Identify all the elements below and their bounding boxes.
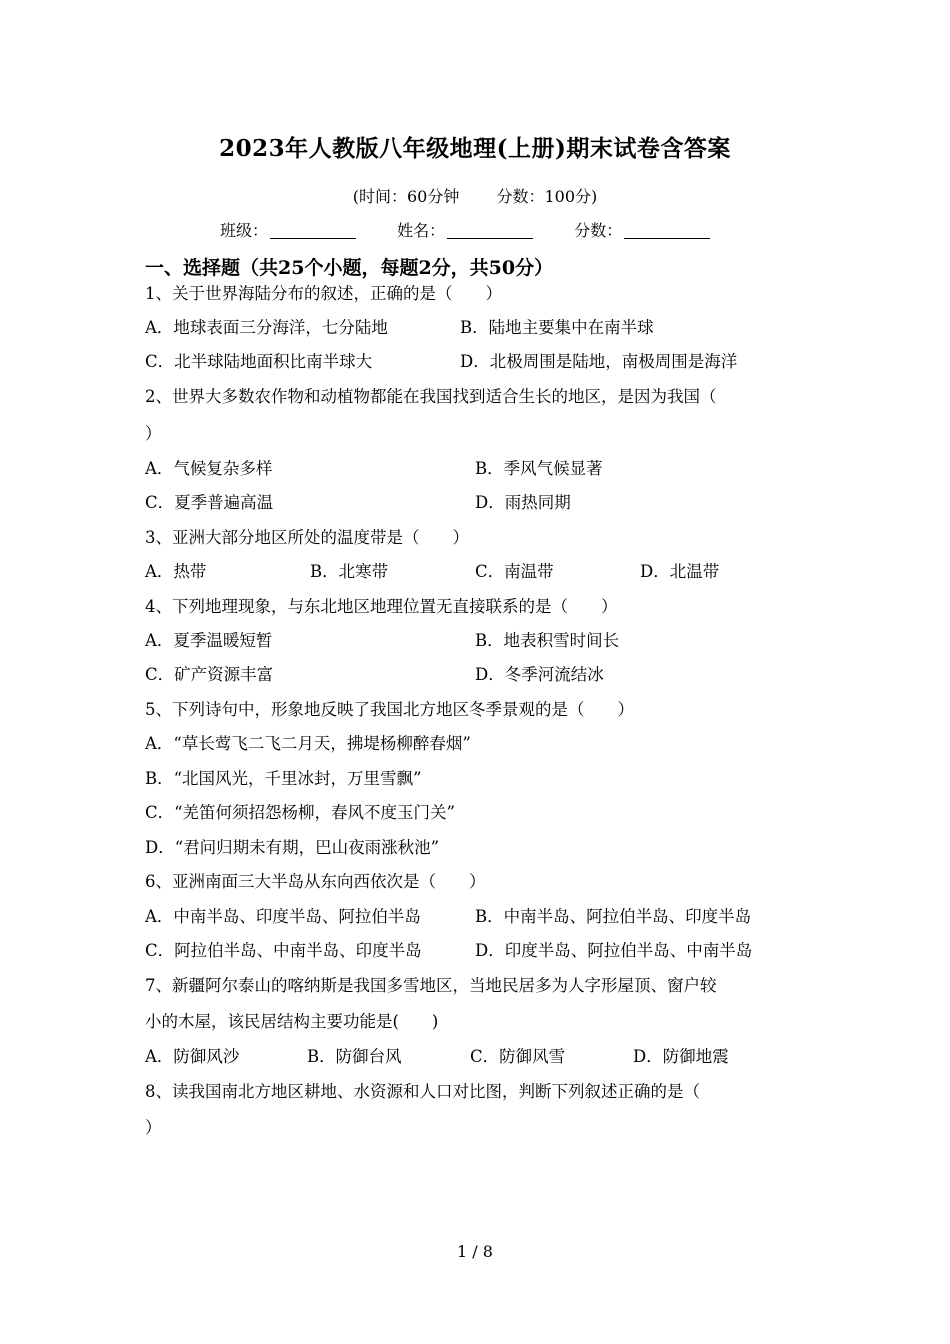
q3-option-a: A．热带 — [145, 562, 207, 581]
q1-option-c: C．北半球陆地面积比南半球大 — [145, 352, 373, 371]
question-1: 1、关于世界海陆分布的叙述，正确的是（ ） — [145, 284, 502, 303]
q4-option-c: C．矿产资源丰富 — [145, 665, 274, 684]
q4-option-a: A．夏季温暖短暂 — [145, 631, 273, 650]
q6-option-b: B．中南半岛、阿拉伯半岛、印度半岛 — [475, 907, 752, 926]
name-field — [397, 218, 533, 241]
class-blank[interactable] — [270, 222, 356, 239]
q7-option-d: D．防御地震 — [633, 1047, 729, 1066]
q6-option-d: D．印度半岛、阿拉伯半岛、中南半岛 — [475, 941, 753, 960]
q5-option-d: D．“君问归期未有期，巴山夜雨涨秋池” — [145, 838, 440, 857]
class-label: 班级： — [220, 221, 269, 240]
question-8-cont: ） — [145, 1118, 162, 1137]
q5-option-a: A．“草长莺飞二飞二月天，拂堤杨柳醉春烟” — [145, 734, 471, 753]
q2-option-c: C．夏季普遍高温 — [145, 493, 274, 512]
exam-meta — [0, 184, 950, 207]
q6-option-a: A．中南半岛、印度半岛、阿拉伯半岛 — [145, 907, 421, 926]
question-7-cont: 小的木屋，该民居结构主要功能是( ) — [145, 1012, 439, 1031]
q1-option-a: A．地球表面三分海洋，七分陆地 — [145, 318, 388, 337]
question-2: 2、世界大多数农作物和动植物都能在我国找到适合生长的地区，是因为我国（ — [145, 387, 717, 406]
q7-option-b: B．防御台风 — [307, 1047, 402, 1066]
q4-option-d: D．冬季河流结冰 — [475, 665, 604, 684]
name-label: 姓名： — [397, 221, 446, 240]
q2-option-a: A．气候复杂多样 — [145, 459, 273, 478]
score-field — [574, 218, 710, 241]
question-2-cont: ） — [145, 424, 162, 443]
section-heading: 一、选择题（共25个小题，每题2分，共50分） — [145, 257, 554, 279]
q5-option-b: B．“北国风光，千里冰封，万里雪飘” — [145, 769, 422, 788]
score-label: 分数： — [574, 221, 623, 240]
q3-option-c: C．南温带 — [475, 562, 554, 581]
q4-option-b: B．地表积雪时间长 — [475, 631, 620, 650]
q2-option-b: B．季风气候显著 — [475, 459, 603, 478]
exam-time: (时间：60分钟 — [352, 187, 460, 206]
q3-option-d: D．北温带 — [640, 562, 720, 581]
q6-option-c: C．阿拉伯半岛、中南半岛、印度半岛 — [145, 941, 422, 960]
question-5: 5、下列诗句中，形象地反映了我国北方地区冬季景观的是（ ） — [145, 700, 634, 719]
q2-option-d: D．雨热同期 — [475, 493, 571, 512]
q3-option-b: B．北寒带 — [310, 562, 389, 581]
question-3: 3、亚洲大部分地区所处的温度带是（ ） — [145, 528, 469, 547]
q5-option-c: C．“羌笛何须招怨杨柳，春风不度玉门关” — [145, 803, 455, 822]
q1-option-d: D．北极周围是陆地，南极周围是海洋 — [460, 352, 738, 371]
name-blank[interactable] — [447, 222, 533, 239]
q1-option-b: B．陆地主要集中在南半球 — [460, 318, 654, 337]
student-info-fields — [220, 218, 746, 241]
exam-total-score: 分数：100分) — [496, 187, 598, 206]
page-number: 1 / 8 — [457, 1242, 493, 1261]
class-field — [220, 218, 356, 241]
question-6: 6、亚洲南面三大半岛从东向西依次是（ ） — [145, 872, 486, 891]
exam-title: 2023年人教版八年级地理(上册)期末试卷含答案 — [219, 135, 731, 162]
q7-option-a: A．防御风沙 — [145, 1047, 240, 1066]
score-blank[interactable] — [624, 222, 710, 239]
question-4: 4、下列地理现象，与东北地区地理位置无直接联系的是（ ） — [145, 597, 618, 616]
question-8: 8、读我国南北方地区耕地、水资源和人口对比图，判断下列叙述正确的是（ — [145, 1082, 700, 1101]
question-7: 7、新疆阿尔泰山的喀纳斯是我国多雪地区，当地民居多为人字形屋顶、窗户较 — [145, 976, 717, 995]
q7-option-c: C．防御风雪 — [470, 1047, 566, 1066]
